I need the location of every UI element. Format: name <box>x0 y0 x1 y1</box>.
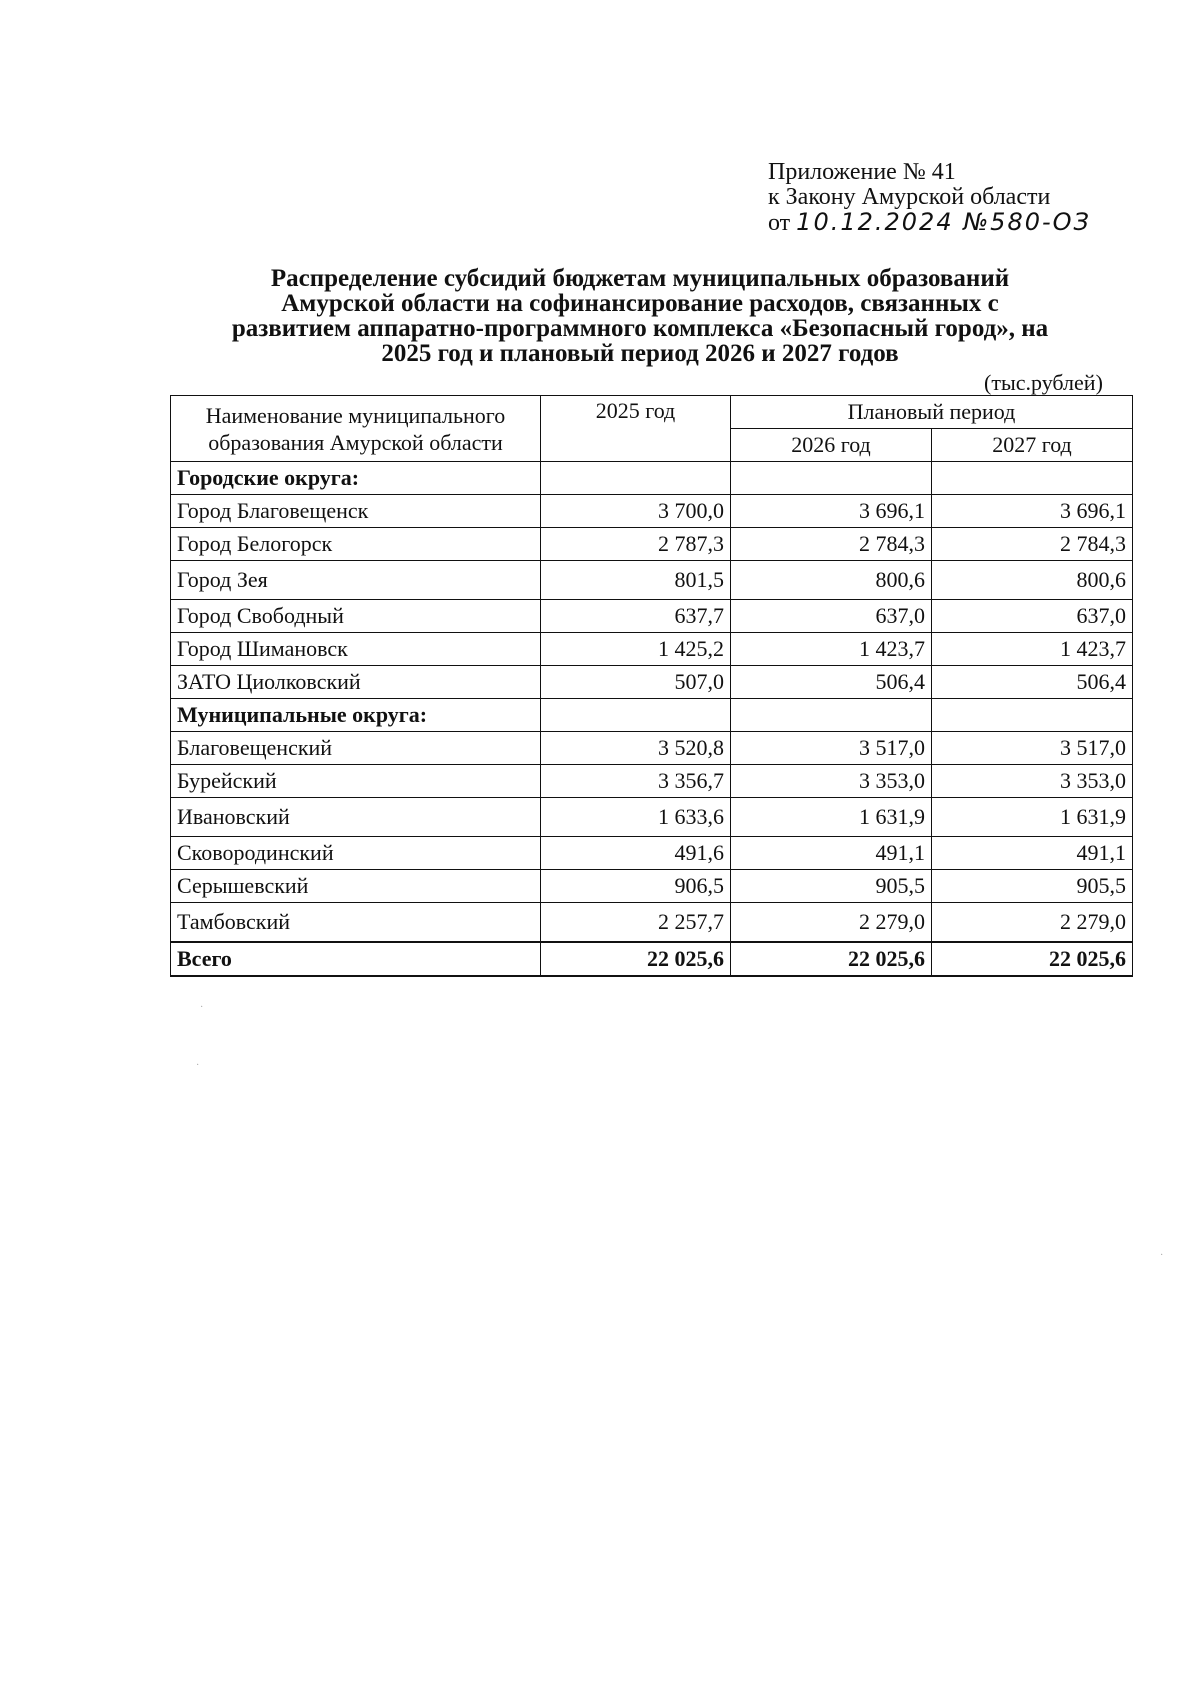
table-row <box>171 528 1133 561</box>
units-label: (тыс.рублей) <box>984 370 1103 395</box>
value-2025: 2 787,3 <box>541 528 731 561</box>
value-2027: 3 517,0 <box>932 732 1133 765</box>
header-2027: 2027 год <box>932 429 1133 462</box>
value-2026: 905,5 <box>731 870 932 903</box>
row-name: Серышевский <box>171 870 541 903</box>
value-2027: 905,5 <box>932 870 1133 903</box>
total-label: Всего <box>171 942 541 976</box>
appendix-date-prefix: от <box>768 210 791 236</box>
value-2026: 1 631,9 <box>731 798 932 837</box>
table-row <box>171 765 1133 798</box>
handwritten-date-number: 10.12.2024 №580-ОЗ <box>796 208 1091 236</box>
row-name: Город Шимановск <box>171 633 541 666</box>
value-2026: 2 279,0 <box>731 903 932 943</box>
value-2025: 906,5 <box>541 870 731 903</box>
value-2026: 506,4 <box>731 666 932 699</box>
value-2026: 3 696,1 <box>731 495 932 528</box>
header-2025: 2025 год <box>541 396 731 462</box>
value-2026: 637,0 <box>731 600 932 633</box>
value-2027: 3 696,1 <box>932 495 1133 528</box>
title-line-2: Амурской области на софинансирование расходов, связанных с <box>281 290 999 317</box>
scan-speck: · <box>196 1060 200 1071</box>
value-2025: 507,0 <box>541 666 731 699</box>
value-2025: 3 356,7 <box>541 765 731 798</box>
value-2027: 1 631,9 <box>932 798 1133 837</box>
table-header-row-1 <box>171 396 1133 429</box>
table-row <box>171 732 1133 765</box>
document-title <box>150 266 1130 366</box>
section-urban-label: Городские округа: <box>171 462 541 495</box>
header-2026: 2026 год <box>731 429 932 462</box>
scan-speck: · <box>1160 1250 1164 1261</box>
value-2025: 3 700,0 <box>541 495 731 528</box>
section-row-urban <box>171 462 1133 495</box>
table-row <box>171 837 1133 870</box>
scan-speck: · <box>200 1002 204 1013</box>
appendix-block <box>768 160 1091 236</box>
table-row <box>171 666 1133 699</box>
appendix-law-reference: к Закону Амурской области <box>768 184 1051 210</box>
value-2027: 506,4 <box>932 666 1133 699</box>
section-row-municipal <box>171 699 1133 732</box>
row-name: Ивановский <box>171 798 541 837</box>
table-row <box>171 495 1133 528</box>
value-2026: 1 423,7 <box>731 633 932 666</box>
total-2025: 22 025,6 <box>541 942 731 976</box>
title-line-4: 2025 год и плановый период 2026 и 2027 годов <box>381 340 899 367</box>
value-2027: 800,6 <box>932 561 1133 600</box>
title-line-1: Распределение субсидий бюджетам муниципальных образований <box>270 265 1010 292</box>
value-2027: 3 353,0 <box>932 765 1133 798</box>
value-2025: 801,5 <box>541 561 731 600</box>
value-2026: 2 784,3 <box>731 528 932 561</box>
value-2026: 800,6 <box>731 561 932 600</box>
total-2027: 22 025,6 <box>932 942 1133 976</box>
appendix-number: Приложение № 41 <box>768 159 956 185</box>
table-row <box>171 633 1133 666</box>
value-2027: 1 423,7 <box>932 633 1133 666</box>
table-row <box>171 870 1133 903</box>
value-2025: 637,7 <box>541 600 731 633</box>
row-name: Сковородинский <box>171 837 541 870</box>
section-municipal-label: Муниципальные округа: <box>171 699 541 732</box>
table-row <box>171 798 1133 837</box>
value-2025: 1 425,2 <box>541 633 731 666</box>
header-planned-period: Плановый период <box>731 396 1133 429</box>
appendix-date-line <box>768 210 1091 236</box>
row-name: Город Зея <box>171 561 541 600</box>
value-2026: 491,1 <box>731 837 932 870</box>
total-2026: 22 025,6 <box>731 942 932 976</box>
row-name: Бурейский <box>171 765 541 798</box>
table-row <box>171 600 1133 633</box>
row-name: Город Благовещенск <box>171 495 541 528</box>
value-2025: 1 633,6 <box>541 798 731 837</box>
value-2025: 491,6 <box>541 837 731 870</box>
table-row <box>171 561 1133 600</box>
value-2025: 2 257,7 <box>541 903 731 943</box>
value-2027: 2 784,3 <box>932 528 1133 561</box>
subsidy-table <box>170 395 1133 977</box>
row-name: ЗАТО Циолковский <box>171 666 541 699</box>
value-2025: 3 520,8 <box>541 732 731 765</box>
value-2026: 3 353,0 <box>731 765 932 798</box>
row-name: Тамбовский <box>171 903 541 943</box>
value-2026: 3 517,0 <box>731 732 932 765</box>
total-row <box>171 942 1133 976</box>
row-name: Благовещенский <box>171 732 541 765</box>
header-name: Наименование муниципального образования Амурской области <box>171 396 541 462</box>
row-name: Город Белогорск <box>171 528 541 561</box>
title-line-3: развитием аппаратно-программного комплекса «Безопасный город», на <box>231 315 1049 342</box>
value-2027: 637,0 <box>932 600 1133 633</box>
table-row <box>171 903 1133 943</box>
value-2027: 2 279,0 <box>932 903 1133 943</box>
value-2027: 491,1 <box>932 837 1133 870</box>
row-name: Город Свободный <box>171 600 541 633</box>
